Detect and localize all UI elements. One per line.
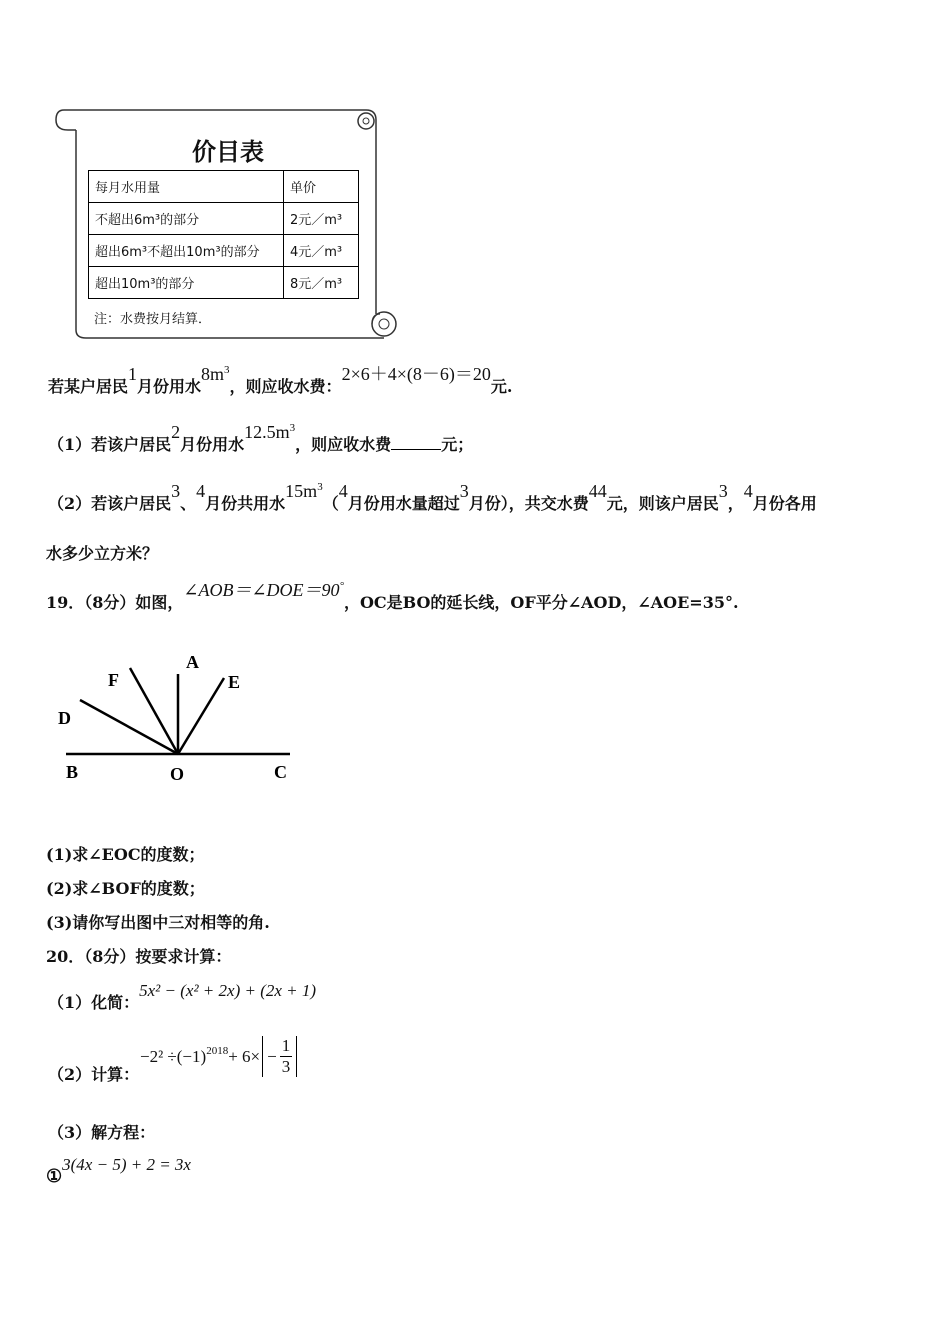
question-19-sub1: (1)求∠EOC的度数； [46,845,205,864]
price-table [88,170,359,299]
question-19: 19．（8分）如图，∠AOB＝∠DOE＝90°，OC是BO的延长线，OF平分∠AOD，∠AOE=35°. [46,580,739,612]
question-20: 20．（8分）按要求计算： [46,947,232,966]
label-f: F [108,670,119,690]
table-cell: 4元／m³ [284,235,359,267]
label-d: D [58,708,71,728]
table-cell: 超出6m³不超出10m³的部分 [89,235,284,267]
table-cell: 2元／m³ [284,203,359,235]
price-table-title: 价目表 [192,138,264,166]
question-20-sub3-eq: ①3(4x − 5) + 2 = 3x [46,1155,191,1187]
table-cell: 8元／m³ [284,267,359,299]
table-row [89,267,359,299]
table-header-cell: 单价 [284,171,359,203]
table-row [89,203,359,235]
question-20-sub1: （1）化简：5x² − (x² + 2x) + (2x + 1) [48,981,317,1012]
question-20-sub2-formula: −2² ÷(−1) 2018 + 6× − $\frac{1}{3}$ [140,1036,297,1077]
question-1: （1）若该户居民2月份用水$12.5m^3$，则应收水费 元； [48,422,474,454]
label-c: C [274,762,287,782]
table-cell: 超出10m³的部分 [89,267,284,299]
answer-blank[interactable] [391,435,441,450]
question-20-sub3: （3）解方程： [48,1123,156,1142]
example-line: 若某户居民1月份用水$8m^3$，则应收水费：2×6＋4×(8－6)＝20元. [48,364,513,396]
table-cell: 不超出6m³的部分 [89,203,284,235]
label-o: O [170,764,185,784]
question-2-line2: 水多少立方米？ [46,544,159,563]
label-b: B [66,762,79,782]
angle-figure [52,648,302,788]
table-row [89,235,359,267]
price-table-note: 注：水费按月结算． [94,312,212,327]
question-20-sub2: （2）计算： [48,1065,140,1084]
ray-oe [178,678,224,754]
question-19-sub2: (2)求∠BOF的度数； [46,879,205,898]
question-19-sub3: (3)请你写出图中三对相等的角. [46,913,270,932]
question-2: （2）若该户居民3、4月份共用水$15m^3(4$月份用水量超过3月份），共交水费44元，则该户居民3，4月份各用 [48,481,817,513]
label-a: A [186,652,199,672]
label-e: E [228,672,241,692]
table-header-cell: 每月水用量 [89,171,284,203]
table-row [89,171,359,203]
